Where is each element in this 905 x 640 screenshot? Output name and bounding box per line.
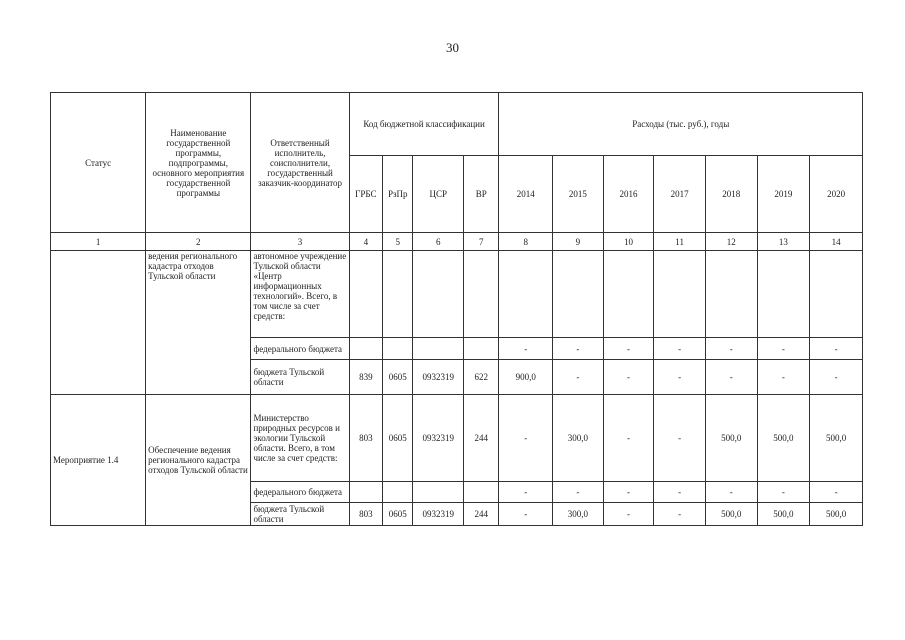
value-cell: - — [603, 395, 654, 482]
header-year-2019: 2019 — [757, 156, 810, 233]
vr-cell — [464, 338, 499, 360]
rzpr-cell — [383, 251, 413, 338]
header-budget-code: Код бюджетной классификации — [349, 93, 499, 156]
responsible-cell: Министерство природных ресурсов и экологии Тульской области. Всего, в том числе за счет средств: — [251, 395, 349, 482]
column-number: 2 — [146, 233, 251, 251]
header-vr: ВР — [464, 156, 499, 233]
value-cell: - — [553, 482, 604, 503]
rzpr-cell: 0605 — [383, 395, 413, 482]
status-cell: Мероприятие 1.4 — [51, 395, 146, 526]
value-cell: - — [499, 338, 553, 360]
table-row — [51, 251, 863, 338]
value-cell: 500,0 — [810, 395, 863, 482]
value-cell: 500,0 — [757, 503, 810, 526]
header-status: Статус — [51, 93, 146, 233]
grbs-cell: 839 — [349, 360, 382, 395]
header-program-name: Наименование государственной программы, подпрограммы, основного мероприятия государственной программы — [146, 93, 251, 233]
header-year-2015: 2015 — [553, 156, 604, 233]
value-cell: - — [603, 338, 654, 360]
responsible-cell: федерального бюджета — [251, 482, 349, 503]
value-cell: - — [654, 338, 706, 360]
column-number: 7 — [464, 233, 499, 251]
column-number: 11 — [654, 233, 706, 251]
value-cell: 300,0 — [553, 503, 604, 526]
table-row — [51, 395, 863, 482]
column-number: 6 — [413, 233, 464, 251]
csr-cell — [413, 482, 464, 503]
column-number: 3 — [251, 233, 349, 251]
header-year-2016: 2016 — [603, 156, 654, 233]
header-year-2018: 2018 — [705, 156, 757, 233]
value-cell: - — [499, 482, 553, 503]
vr-cell — [464, 251, 499, 338]
vr-cell — [464, 482, 499, 503]
header-csr: ЦСР — [413, 156, 464, 233]
csr-cell: 0932319 — [413, 503, 464, 526]
column-number: 1 — [51, 233, 146, 251]
value-cell: - — [810, 360, 863, 395]
value-cell: - — [757, 482, 810, 503]
program-name-cell: ведения регионального кадастра отходов Тульской области — [146, 251, 251, 395]
budget-table — [50, 92, 863, 526]
value-cell: 500,0 — [705, 503, 757, 526]
column-number: 13 — [757, 233, 810, 251]
header-row — [51, 93, 863, 156]
column-number: 12 — [705, 233, 757, 251]
column-number: 10 — [603, 233, 654, 251]
value-cell: - — [654, 360, 706, 395]
column-number-row — [51, 233, 863, 251]
grbs-cell — [349, 482, 382, 503]
value-cell: 500,0 — [810, 503, 863, 526]
csr-cell: 0932319 — [413, 360, 464, 395]
value-cell — [810, 251, 863, 338]
value-cell: - — [603, 482, 654, 503]
value-cell: - — [705, 338, 757, 360]
header-responsible: Ответственный исполнитель, соисполнители, государственный заказчик-координатор — [251, 93, 349, 233]
column-number: 14 — [810, 233, 863, 251]
header-grbs: ГРБС — [349, 156, 382, 233]
value-cell: 500,0 — [757, 395, 810, 482]
value-cell: - — [553, 338, 604, 360]
value-cell: - — [553, 360, 604, 395]
header-rzpr: РзПр — [383, 156, 413, 233]
csr-cell: 0932319 — [413, 395, 464, 482]
value-cell: - — [603, 360, 654, 395]
rzpr-cell: 0605 — [383, 503, 413, 526]
header-year-2017: 2017 — [654, 156, 706, 233]
responsible-cell: федерального бюджета — [251, 338, 349, 360]
grbs-cell — [349, 338, 382, 360]
value-cell: - — [654, 482, 706, 503]
value-cell — [603, 251, 654, 338]
value-cell: - — [810, 482, 863, 503]
column-number: 9 — [553, 233, 604, 251]
header-year-2020: 2020 — [810, 156, 863, 233]
value-cell — [499, 251, 553, 338]
value-cell: - — [654, 395, 706, 482]
program-name-cell: Обеспечение ведения регионального кадастра отходов Тульской области — [146, 395, 251, 526]
value-cell: - — [603, 503, 654, 526]
column-number: 8 — [499, 233, 553, 251]
value-cell — [757, 251, 810, 338]
vr-cell: 244 — [464, 503, 499, 526]
csr-cell — [413, 338, 464, 360]
value-cell: - — [757, 338, 810, 360]
value-cell: - — [810, 338, 863, 360]
value-cell: - — [499, 395, 553, 482]
value-cell: - — [705, 482, 757, 503]
value-cell: - — [654, 503, 706, 526]
value-cell: - — [499, 503, 553, 526]
vr-cell: 622 — [464, 360, 499, 395]
value-cell: 300,0 — [553, 395, 604, 482]
responsible-cell: бюджета Тульской области — [251, 503, 349, 526]
header-year-2014: 2014 — [499, 156, 553, 233]
value-cell — [705, 251, 757, 338]
header-expenses: Расходы (тыс. руб.), годы — [499, 93, 863, 156]
csr-cell — [413, 251, 464, 338]
value-cell: 500,0 — [705, 395, 757, 482]
page-number: 30 — [446, 40, 459, 55]
rzpr-cell — [383, 338, 413, 360]
responsible-cell: бюджета Тульской области — [251, 360, 349, 395]
rzpr-cell: 0605 — [383, 360, 413, 395]
responsible-cell: автономное учреждение Тульской области «Центр информационных технологий». Всего, в том числе за счет средств: — [251, 251, 349, 338]
vr-cell: 244 — [464, 395, 499, 482]
value-cell: - — [757, 360, 810, 395]
value-cell — [654, 251, 706, 338]
column-number: 4 — [349, 233, 382, 251]
status-cell — [51, 251, 146, 395]
grbs-cell: 803 — [349, 395, 382, 482]
grbs-cell: 803 — [349, 503, 382, 526]
value-cell: - — [705, 360, 757, 395]
value-cell — [553, 251, 604, 338]
grbs-cell — [349, 251, 382, 338]
column-number: 5 — [383, 233, 413, 251]
value-cell: 900,0 — [499, 360, 553, 395]
rzpr-cell — [383, 482, 413, 503]
